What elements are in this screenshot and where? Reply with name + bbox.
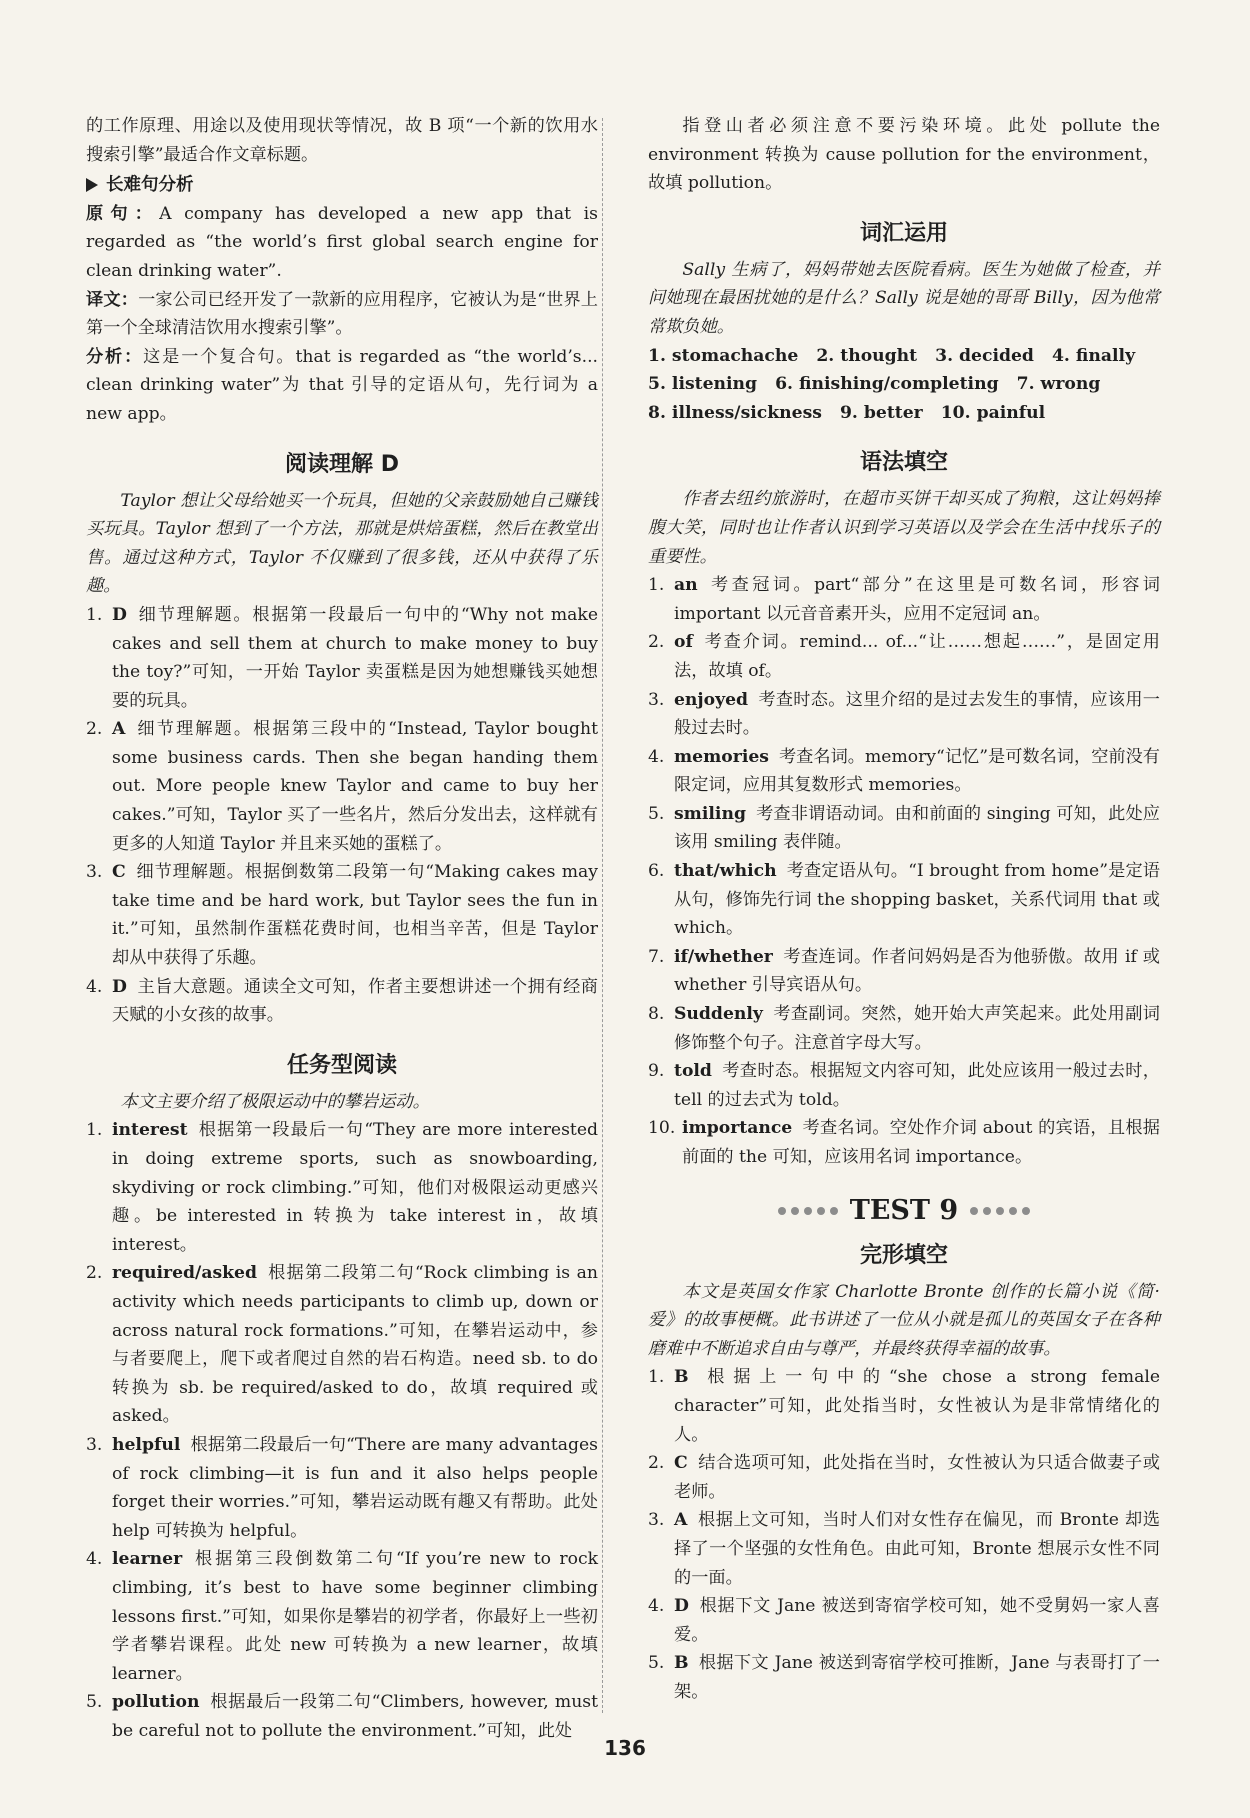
item-explanation: 考查时态。根据短文内容可知，此处应该用一般过去时，tell 的过去式为 told。 — [674, 1061, 1160, 1110]
grammar-summary: 作者去纽约旅游时，在超市买饼干却买成了狗粮，这让妈妈捧腹大笑，同时也让作者认识到学习英语以及学会在生活中找乐子的重要性。 — [648, 489, 1160, 567]
item-answer: interest — [112, 1120, 188, 1141]
reading-d-list — [86, 601, 598, 1030]
item-number: 3. — [648, 1510, 665, 1531]
list-item — [648, 1363, 1160, 1449]
item-answer: A — [674, 1510, 688, 1531]
item-number: 2. — [86, 719, 103, 740]
item-answer: B — [674, 1653, 689, 1674]
cloze-title: 完形填空 — [859, 1242, 948, 1268]
analysis-label: 分析： — [86, 346, 144, 367]
vocab-answer: 6. finishing/completing — [775, 374, 999, 395]
item-answer: required/asked — [112, 1263, 257, 1284]
decorative-dots-right — [970, 1207, 1030, 1215]
item-answer: A — [112, 719, 126, 740]
analysis-heading — [86, 171, 598, 200]
item-number: 3. — [648, 689, 665, 710]
item-answer: of — [674, 632, 693, 653]
item-number: 6. — [648, 861, 665, 882]
vocab-answer: 4. finally — [1051, 345, 1136, 366]
item-explanation: 细节理解题。根据倒数第二段第一句“Making cakes may take time and be hard work, but Taylor sees the fun in it.”可知，虽然制作蛋糕花费时间，也相当辛苦，但是 Taylor 却从中获得了乐趣。 — [112, 862, 598, 969]
item-explanation: 根据上一句中的“she chose a strong female character”可知，此处指当时，女性被认为是非常情绪化的人。 — [674, 1367, 1160, 1445]
item-answer: enjoyed — [674, 689, 749, 710]
list-item — [648, 628, 1160, 685]
vocab-answer: 10. painful — [940, 402, 1046, 423]
item-answer: smiling — [674, 803, 746, 824]
item-number: 5. — [86, 1692, 103, 1713]
cloze-list — [648, 1363, 1160, 1706]
decorative-dots-left — [778, 1207, 838, 1215]
item-explanation: 考查介词。remind... of...“让……想起……”，是固定用法，故填 of。 — [674, 632, 1160, 681]
vocab-answer: 5. listening — [648, 374, 758, 395]
source-label: 原句： — [86, 203, 160, 224]
right-column — [648, 112, 1160, 1707]
item-answer: if/whether — [674, 946, 773, 967]
task-reading-list — [86, 1116, 598, 1745]
item-explanation: 考查连词。作者问妈妈是否为他骄傲。故用 if 或 whether 引导宾语从句。 — [674, 946, 1160, 996]
item-number: 10. — [648, 1118, 676, 1139]
item-explanation: 考查非谓语动词。由和前面的 singing 可知，此处应该用 smiling 表伴随。 — [674, 803, 1160, 853]
source-text: A company has developed a new app that is regarded as “the world’s first global search engine for clean drinking water”. — [86, 203, 598, 281]
list-item — [648, 1449, 1160, 1506]
item-answer: an — [674, 575, 698, 596]
item-answer: learner — [112, 1549, 183, 1570]
translation-text: 一家公司已经开发了一款新的应用程序，它被认为是“世界上第一个全球清洁饮用水搜索引擎”。 — [86, 289, 598, 339]
item-number: 5. — [648, 1653, 665, 1674]
task-reading-title: 任务型阅读 — [286, 1052, 397, 1078]
item-number: 3. — [86, 1434, 103, 1455]
item-number: 2. — [648, 1453, 665, 1474]
item-number: 4. — [86, 1549, 103, 1570]
list-item — [648, 1114, 1160, 1171]
list-item — [648, 743, 1160, 800]
item-number: 2. — [86, 1263, 103, 1284]
column-divider — [602, 118, 603, 1713]
list-item — [648, 1592, 1160, 1649]
grammar-title: 语法填空 — [859, 450, 948, 476]
vocab-answers — [648, 342, 1160, 428]
list-item — [86, 1431, 598, 1545]
item-explanation: 结合选项可知，此处指在当时，女性被认为只适合做妻子或老师。 — [674, 1453, 1160, 1502]
item-number: 7. — [648, 946, 665, 967]
item-number: 1. — [648, 1367, 665, 1388]
item-number: 1. — [86, 604, 103, 625]
vocab-answer: 7. wrong — [1016, 374, 1101, 395]
item-explanation: 根据下文 Jane 被送到寄宿学校可知，她不受舅妈一家人喜爱。 — [674, 1596, 1160, 1645]
item-explanation: 根据第一段最后一句“They are more interested in doing extreme sports, such as snowboarding, skydiving or rock climbing.”可知，他们对极限运动更感兴趣。be interested in 转换为 take interest in，故填 interest。 — [112, 1120, 598, 1255]
item-explanation: 考查时态。这里介绍的是过去发生的事情，应该用一般过去时。 — [674, 689, 1160, 739]
list-item — [648, 1057, 1160, 1114]
item-explanation: 考查名词。空处作介词 about 的宾语，且根据前面的 the 可知，应该用名词 importance。 — [682, 1118, 1160, 1167]
item-answer: memories — [674, 746, 769, 767]
item-explanation: 根据下文 Jane 被送到寄宿学校可推断，Jane 与表哥打了一架。 — [674, 1653, 1160, 1702]
analysis-heading-text: 长难句分析 — [106, 175, 194, 196]
intro-continuation: 的工作原理、用途以及使用现状等情况，故 B 项“一个新的饮用水搜索引擎”最适合作文章标题。 — [86, 116, 598, 165]
item-explanation: 考查冠词。part“部分”在这里是可数名词，形容词 important 以元音音素开头，应用不定冠词 an。 — [674, 575, 1160, 624]
item-explanation: 根据最后一段第二句“Climbers, however, must be careful not to pollute the environment.”可知，此处 — [112, 1692, 598, 1741]
item-answer: C — [674, 1453, 688, 1474]
list-item — [86, 1545, 598, 1688]
list-item — [648, 800, 1160, 857]
item-explanation: 主旨大意题。通读全文可知，作者主要想讲述一个拥有经商天赋的小女孩的故事。 — [112, 976, 598, 1026]
test-9-header — [648, 1194, 1160, 1228]
vocab-answer: 3. decided — [935, 345, 1034, 366]
list-item — [86, 973, 598, 1030]
analysis — [86, 343, 598, 429]
item-explanation: 考查名词。memory“记忆”是可数名词，空前没有限定词，应用其复数形式 memories。 — [674, 746, 1160, 796]
list-item — [648, 1506, 1160, 1592]
item-number: 2. — [648, 632, 665, 653]
translation-label: 译文： — [86, 289, 139, 310]
item-number: 3. — [86, 862, 103, 883]
item-number: 4. — [648, 1596, 665, 1617]
list-item — [648, 943, 1160, 1000]
item-answer: importance — [682, 1118, 793, 1139]
list-item — [648, 857, 1160, 943]
item-answer: D — [112, 604, 127, 625]
item-number: 8. — [648, 1004, 665, 1025]
item-number: 1. — [86, 1120, 103, 1141]
list-item — [86, 601, 598, 715]
list-item — [648, 686, 1160, 743]
grammar-list — [648, 571, 1160, 1171]
list-item — [86, 858, 598, 972]
item-answer: Suddenly — [674, 1004, 763, 1025]
item-explanation: 根据第二段第二句“Rock climbing is an activity which needs participants to climb up, down or across natural rock formations.”可知，在攀岩运动中，参与者要爬上，爬下或者爬过自然的岩石构造。need sb. to do 转换为 sb. be required/asked to do，故填 required 或 asked。 — [112, 1263, 598, 1427]
item-number: 5. — [648, 803, 665, 824]
item-explanation: 根据第三段倒数第二句“If you’re new to rock climbing, it’s best to have some beginner climbing lessons first.”可知，如果你是攀岩的初学者，你最好上一些初学者攀岩课程。此处 new 可转换为 a new learner，故填 learner。 — [112, 1549, 598, 1684]
list-item — [86, 1116, 598, 1259]
vocab-row — [648, 342, 1160, 371]
vocab-answer: 9. better — [839, 402, 923, 423]
vocab-title: 词汇运用 — [859, 220, 948, 246]
list-item — [86, 1259, 598, 1431]
vocab-answer: 1. stomachache — [648, 345, 799, 366]
vocab-answer: 8. illness/sickness — [648, 402, 822, 423]
list-item — [648, 1000, 1160, 1057]
translation — [86, 286, 598, 343]
item-answer: B — [674, 1367, 689, 1388]
item-explanation: 细节理解题。根据第一段最后一句中的“Why not make cakes and sell them at church to make money to buy the toy?”可知，一开始 Taylor 卖蛋糕是因为她想赚钱买她想要的玩具。 — [112, 604, 598, 711]
item-answer: that/which — [674, 861, 777, 882]
item-answer: told — [674, 1061, 712, 1082]
list-item — [648, 1649, 1160, 1706]
item-number: 4. — [648, 746, 665, 767]
right-continuation: 指登山者必须注意不要污染环境。此处 pollute the environment 转换为 cause pollution for the environment，故填 pollution。 — [648, 116, 1160, 194]
item-explanation: 考查定语从句。“I brought from home”是定语从句，修饰先行词 the shopping basket，关系代词用 that 或 which。 — [674, 861, 1160, 939]
cloze-summary: 本文是英国女作家 Charlotte Bronte 创作的长篇小说《简·爱》的故事梗概。此书讲述了一位从小就是孤儿的英国女子在各种磨难中不断追求自由与尊严，并最终获得幸福的故事。 — [648, 1281, 1160, 1359]
test-9-title: TEST 9 — [849, 1194, 959, 1226]
analysis-text: 这是一个复合句。that is regarded as “the world’s... clean drinking water”为 that 引导的定语从句，先行词为 a new app。 — [86, 346, 598, 424]
item-number: 1. — [648, 575, 665, 596]
vocab-row — [648, 399, 1160, 428]
item-answer: C — [112, 862, 126, 883]
item-answer: D — [674, 1596, 689, 1617]
page-number: 136 — [604, 1736, 646, 1760]
left-column — [86, 112, 598, 1745]
task-reading-summary: 本文主要介绍了极限运动中的攀岩运动。 — [120, 1091, 430, 1112]
list-item — [648, 571, 1160, 628]
item-explanation: 根据第二段最后一句“There are many advantages of rock climbing—it is fun and it also helps people forget their worries.”可知，攀岩运动既有趣又有帮助。此处 help 可转换为 helpful。 — [112, 1434, 598, 1541]
item-answer: D — [112, 976, 127, 997]
vocab-answer: 2. thought — [816, 345, 918, 366]
vocab-summary: Sally 生病了，妈妈带她去医院看病。医生为她做了检查，并问她现在最困扰她的是什么？Sally 说是她的哥哥 Billy，因为他常常欺负她。 — [648, 259, 1160, 337]
source-sentence — [86, 200, 598, 286]
item-answer: helpful — [112, 1434, 181, 1455]
item-number: 4. — [86, 976, 103, 997]
vocab-row — [648, 370, 1160, 399]
arrow-icon — [86, 178, 98, 192]
item-explanation: 根据上文可知，当时人们对女性存在偏见，而 Bronte 却选择了一个坚强的女性角色。由此可知，Bronte 想展示女性不同的一面。 — [674, 1510, 1160, 1588]
reading-d-title: 阅读理解 D — [285, 451, 399, 477]
item-answer: pollution — [112, 1692, 200, 1713]
item-explanation: 考查副词。突然，她开始大声笑起来。此处用副词修饰整个句子。注意首字母大写。 — [674, 1004, 1160, 1053]
list-item — [86, 715, 598, 858]
item-explanation: 细节理解题。根据第三段中的“Instead, Taylor bought some business cards. Then she began handing them out. More people knew Taylor and came to buy her cakes.”可知，Taylor 买了一些名片，然后分发出去，这样就有更多的人知道 Taylor 并且来买她的蛋糕了。 — [112, 719, 598, 854]
item-number: 9. — [648, 1061, 665, 1082]
reading-d-summary: Taylor 想让父母给她买一个玩具，但她的父亲鼓励她自己赚钱买玩具。Taylor 想到了一个方法，那就是烘焙蛋糕，然后在教堂出售。通过这种方式，Taylor 不仅赚到了很多钱，还从中获得了乐趣。 — [86, 490, 598, 597]
